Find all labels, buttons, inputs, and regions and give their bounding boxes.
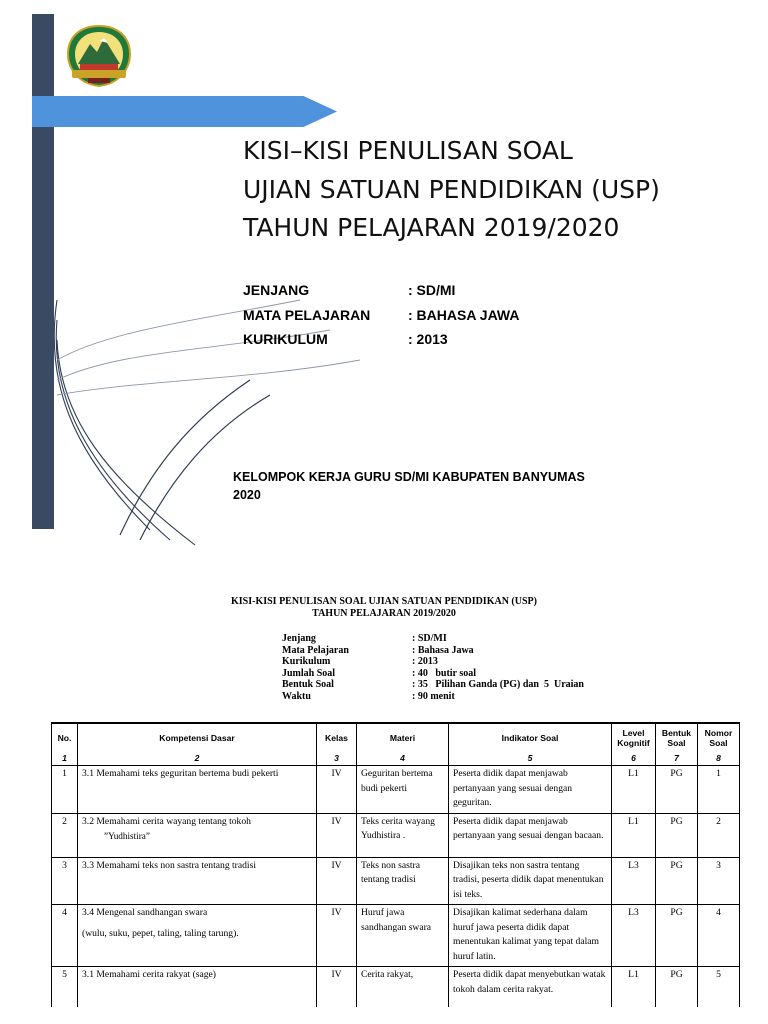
- cover-meta-label: JENJANG: [243, 282, 310, 298]
- header-level-kognitif: Level Kognitif: [612, 723, 656, 752]
- cell-level: L1: [612, 813, 656, 857]
- cover-meta-label: MATA PELAJARAN: [243, 306, 371, 323]
- kd-subtext: ”Yudhistira”: [104, 831, 150, 841]
- table-row: [52, 766, 740, 814]
- kisi-kisi-table: [51, 722, 740, 1007]
- cell-nomor: 2: [698, 813, 740, 857]
- table-row: [52, 905, 740, 967]
- cover-meta-value: : 2013: [408, 331, 448, 347]
- doc-meta-value: : SD/MI: [412, 633, 447, 644]
- cell-materi: Teks cerita wayang Yudhistira .: [357, 813, 449, 857]
- header-materi: Materi: [357, 723, 449, 752]
- cover-meta-row: [243, 303, 520, 328]
- column-index: 8: [698, 752, 740, 766]
- cell-no: 5: [52, 967, 78, 1007]
- kd-text: Memahami cerita wayang tentang tokoh: [96, 815, 251, 827]
- cell-level: L1: [612, 766, 656, 814]
- doc-meta-label: Mata Pelajaran: [282, 644, 349, 656]
- column-index: 1: [52, 752, 78, 766]
- cell-nomor: 1: [698, 766, 740, 814]
- cover-title-line: KISI–KISI PENULISAN SOAL: [243, 136, 573, 165]
- column-index: 5: [449, 752, 612, 766]
- table-index-row: [52, 752, 740, 766]
- kd-text: Memahami cerita rakyat (sage): [96, 969, 217, 980]
- table-row: [52, 967, 740, 1007]
- cell-indikator: Peserta didik dapat menjawab pertanyaan yang sesuai dengan geguritan.: [449, 766, 612, 814]
- doc-meta-label: Jenjang: [282, 633, 316, 644]
- cell-kelas: IV: [317, 813, 357, 857]
- table-row: [52, 813, 740, 857]
- cell-indikator: Peserta didik dapat menjawab pertanyaan yang sesuai dengan bacaan.: [449, 813, 612, 857]
- cover-meta-value: : BAHASA JAWA: [408, 306, 520, 323]
- cell-kompetensi-dasar: [78, 967, 317, 1007]
- cell-nomor: 3: [698, 857, 740, 905]
- cell-nomor: 4: [698, 905, 740, 967]
- kd-number: 3.4: [82, 907, 94, 918]
- cell-no: 1: [52, 766, 78, 814]
- kd-number: 3.2: [82, 815, 94, 827]
- cover-footer: [233, 468, 585, 504]
- cell-bentuk: PG: [656, 813, 698, 857]
- cell-indikator: Disajikan teks non sastra tentang tradisi, peserta didik dapat menentukan isi teks.: [449, 857, 612, 905]
- kd-number: 3.3: [82, 859, 94, 871]
- table-row: [52, 857, 740, 905]
- doc-meta-row: [282, 633, 584, 645]
- cover-meta-row: [243, 327, 520, 352]
- doc-meta-value: : Bahasa Jawa: [412, 644, 474, 656]
- doc-title-line: TAHUN PELAJARAN 2019/2020: [312, 608, 456, 619]
- cell-indikator: Disajikan kalimat sederhana dalam huruf jawa peserta didik dapat menentukan kalimat yang tepat dalam huruf latin.: [449, 905, 612, 967]
- column-index: 3: [317, 752, 357, 766]
- regency-emblem-icon: [64, 24, 134, 88]
- doc-meta-row: [282, 679, 584, 691]
- header-kompetensi-dasar: Kompetensi Dasar: [78, 723, 317, 752]
- doc-meta-row: [282, 691, 584, 703]
- cover-arrow-band: [32, 96, 337, 127]
- cell-materi: Geguritan bertema budi pekerti: [357, 766, 449, 814]
- cell-materi: Huruf jawa sandhangan swara: [357, 905, 449, 967]
- kd-text: Memahami teks geguritan bertema budi pekerti: [96, 768, 279, 779]
- doc-meta-row: [282, 668, 584, 680]
- doc-meta-label: Kurikulum: [282, 656, 331, 668]
- doc-meta-row: [282, 645, 584, 657]
- cell-kelas: IV: [317, 967, 357, 1007]
- cell-no: 4: [52, 905, 78, 967]
- cell-bentuk: PG: [656, 905, 698, 967]
- cover-title-line: TAHUN PELAJARAN 2019/2020: [243, 213, 620, 242]
- cell-kompetensi-dasar: [78, 766, 317, 814]
- header-bentuk-soal: Bentuk Soal: [656, 723, 698, 752]
- cover-meta-label: KURIKULUM: [243, 331, 328, 347]
- cover-vertical-bar: [32, 14, 54, 529]
- cell-level: L1: [612, 967, 656, 1007]
- cell-bentuk: PG: [656, 766, 698, 814]
- doc-meta-label: Waktu: [282, 690, 311, 702]
- header-nomor-soal: Nomor Soal: [698, 723, 740, 752]
- table-header-row: [52, 723, 740, 752]
- cover-footer-line: 2020: [233, 488, 261, 502]
- doc-meta-row: [282, 656, 584, 668]
- kd-number: 3.1: [82, 969, 94, 980]
- cell-materi: Cerita rakyat,: [357, 967, 449, 1007]
- doc-meta-label: Bentuk Soal: [282, 679, 334, 691]
- kd-number: 3.1: [82, 768, 94, 779]
- cell-no: 2: [52, 813, 78, 857]
- cover-meta: [243, 278, 520, 352]
- cell-bentuk: PG: [656, 967, 698, 1007]
- cell-bentuk: PG: [656, 857, 698, 905]
- cell-kelas: IV: [317, 857, 357, 905]
- doc-title-line: KISI-KISI PENULISAN SOAL UJIAN SATUAN PENDIDIKAN (USP): [231, 596, 537, 607]
- column-index: 4: [357, 752, 449, 766]
- doc-meta: [282, 633, 584, 703]
- cover-title-line: UJIAN SATUAN PENDIDIKAN (USP): [243, 174, 660, 204]
- kd-text: Mengenal sandhangan swara: [96, 907, 208, 918]
- doc-meta-value: : 40 butir soal: [412, 667, 476, 679]
- cell-kelas: IV: [317, 905, 357, 967]
- cover-footer-line: KELOMPOK KERJA GURU SD/MI KABUPATEN BANYUMAS: [233, 470, 585, 484]
- cell-level: L3: [612, 905, 656, 967]
- cell-no: 3: [52, 857, 78, 905]
- cell-kompetensi-dasar: [78, 857, 317, 905]
- doc-meta-label: Jumlah Soal: [282, 667, 336, 679]
- cell-kelas: IV: [317, 766, 357, 814]
- header-no: No.: [52, 723, 78, 752]
- kd-text: Memahami teks non sastra tentang tradisi: [96, 859, 256, 871]
- cover-meta-row: [243, 278, 520, 303]
- cell-nomor: 5: [698, 967, 740, 1007]
- cover-meta-value: : SD/MI: [408, 282, 456, 298]
- cell-materi: Teks non sastra tentang tradisi: [357, 857, 449, 905]
- doc-title: [0, 596, 768, 620]
- cover-title: [243, 132, 660, 248]
- doc-meta-value: : 90 menit: [412, 690, 455, 702]
- cell-indikator: Peserta didik dapat menyebutkan watak tokoh dalam cerita rakyat.: [449, 967, 612, 1007]
- header-indikator-soal: Indikator Soal: [449, 723, 612, 752]
- cell-level: L3: [612, 857, 656, 905]
- column-index: 7: [656, 752, 698, 766]
- header-kelas: Kelas: [317, 723, 357, 752]
- column-index: 2: [78, 752, 317, 766]
- column-index: 6: [612, 752, 656, 766]
- kd-note: (wulu, suku, pepet, taling, taling tarung).: [82, 927, 239, 939]
- doc-meta-value: : 35 Pilihan Ganda (PG) dan 5 Uraian: [412, 679, 584, 691]
- cell-kompetensi-dasar: [78, 905, 317, 967]
- cell-kompetensi-dasar: [78, 813, 317, 857]
- doc-meta-value: : 2013: [412, 656, 438, 668]
